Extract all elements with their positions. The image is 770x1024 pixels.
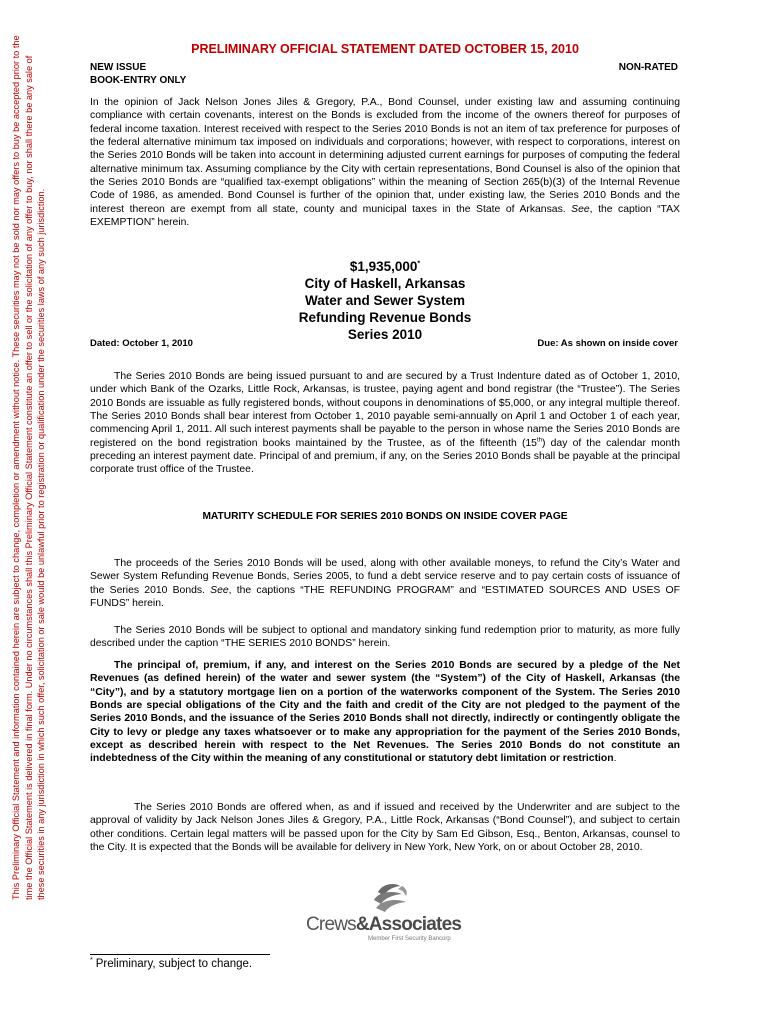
underwriter-tagline: Member First Security Bancorp (368, 936, 451, 942)
bond-series: Series 2010 (347, 327, 423, 342)
system-name: Water and Sewer System (304, 293, 466, 308)
dated-date: Dated: October 1, 2010 (90, 338, 193, 349)
tax-opinion-text: In the opinion of Jack Nelson Jones Jiles & Gregory, P.A., Bond Counsel, under existing law and assuming continuing compliance with certain covenants, interest on the Bonds is excluded from the income of the owners thereof for purposes of federal income taxation. Interest received with respect to the Series 2010 Bonds is not an item of tax preference for purposes of the federal alternative minimum tax imposed on individuals and corporations; however, with respect to corporations, interest on the Series 2010 Bonds will be taken into account in determining adjusted current earnings for purposes of computing the federal alternative minimum tax. Assuming compliance by the City with certain representations, Bond Counsel is also of the opinion that the Series 2010 Bonds are “qualified tax-exempt obligations” within the meaning of Section 265(b)(3) of the Internal Revenue Code of 1986, as amended. Bond Counsel is further of the opinion that, under existing law, the Series 2010 Bonds and the interest thereon are exempt from all state, county and municipal taxes in the State of Arkansas. (90, 97, 680, 215)
tax-opinion-paragraph (90, 96, 680, 229)
due-date: Due: As shown on inside cover (537, 338, 678, 349)
underwriter-logo-mark-icon (368, 882, 414, 916)
proceeds-text: The proceeds of the Series 2010 Bonds will be used, along with other available moneys, to refund the City’s Water and Sewer System Refunding Revenue Bonds, Series 2005, to fund a debt service reserve and to pay certain costs of issuance of the Series 2010 Bonds. (90, 558, 680, 596)
issuer-name: City of Haskell, Arkansas (304, 276, 466, 291)
footnote-divider (90, 954, 270, 955)
bond-amount: $1,935,000* (349, 259, 421, 274)
proceeds-paragraph (90, 557, 680, 610)
bond-type: Refunding Revenue Bonds (298, 310, 472, 325)
issue-type (90, 62, 186, 87)
security-period: . (613, 753, 617, 765)
side-legend-line-3: these securities in any jurisdiction in which such offer, solicitation or sale would be unlawful prior to registration or qualification under the securities laws of any such jurisdiction. (36, 188, 46, 900)
bond-title-block (90, 258, 680, 343)
side-legend-line-1: This Preliminary Official Statement and information contained herein are subject to change, completion or amendment without notice. These securities may not be sold nor may offers to buy be accepted prior to the (11, 35, 21, 900)
offering-paragraph: The Series 2010 Bonds are offered when, as and if issued and received by the Underwriter and are subject to the approval of validity by Jack Nelson Jones Jiles & Gregory, P.A., Little Rock, Arkansas (“Bond Counsel”), and subject to certain other conditions. Certain legal matters will be passed upon for the City by Sam Ed Gibson, Esq., Benton, Arkansas, counsel to the City. It is expected that the Bonds will be available for delivery in New York, New York, on or about October 28, 2010. (90, 802, 680, 854)
tax-opinion-see: See (571, 203, 590, 215)
book-entry-label: BOOK-ENTRY ONLY (90, 74, 187, 86)
rating-label: NON-RATED (618, 62, 678, 73)
side-legend-line-2: time the Official Statement is delivered in final form. Under no circumstances shall this Preliminary Official Statement constitute an offer to sell or the solicitation of any offer to buy, nor shall there be any sale of (23, 55, 34, 900)
issuance-text-a: The Series 2010 Bonds are being issued pursuant to and are secured by a Trust Indenture dated as of October 1, 2010, under which Bank of the Ozarks, Little Rock, Arkansas, is trustee, paying agent and bond registrar (the “Trustee”). The Series 2010 Bonds are issuable as fully registered bonds, without coupons in denominations of $5,000, or any integral multiple thereof. The Series 2010 Bonds shall bear interest from October 1, 2010 payable semi-annually on April 1 and October 1 of each year, commencing April 1, 2011. All such interest payments shall be payable to the person in whose name the Series 2010 Bonds are registered on the bond registration books maintained by the Trustee, as of the fifteenth (15 (90, 371, 680, 449)
underwriter-logo (306, 882, 476, 944)
tax-opinion-tail: , the caption “TAX EXEMPTION” herein. (90, 203, 680, 229)
proceeds-tail: , the captions “THE REFUNDING PROGRAM” and “ESTIMATED SOURCES AND USES OF FUNDS” herein. (90, 584, 680, 610)
underwriter-name (306, 914, 470, 936)
footnote-text: Preliminary, subject to change. (95, 958, 253, 970)
security-paragraph (90, 659, 680, 766)
footnote (90, 958, 252, 970)
security-text: The principal of, premium, if any, and interest on the Series 2010 Bonds are secured by a pledge of the Net Revenues (as defined herein) of the water and sewer system (the “System”) of the City of Haskell, Arkansas (the “City”), and by a statutory mortgage lien on a portion of the waterworks component of the System. The Series 2010 Bonds are special obligations of the City and the faith and credit of the City are not pledged to the payment of the Series 2010 Bonds, and the issuance of the Series 2010 Bonds shall not directly, indirectly or contingently obligate the City to levy or pledge any taxes whatsoever or to make any appropriation for the payment of the Series 2010 Bonds, except as described herein with respect to the Net Revenues. The Series 2010 Bonds do not constitute an indebtedness of the City within the meaning of any constitutional or statutory debt limitation or restriction (90, 660, 680, 765)
new-issue-label: NEW ISSUE (90, 62, 147, 73)
amount-footnote-mark: * (417, 260, 421, 268)
footnote-mark: * (90, 957, 93, 965)
proceeds-see: See (210, 584, 229, 596)
underwriter-name-part-1: Crews (306, 914, 356, 935)
issuance-text-b: ) day of the calendar month preceding an interest payment date. Principal of and premium, if any, on the Series 2010 Bonds shall be payable at the principal corporate trust office of the Trustee. (90, 437, 680, 476)
redemption-paragraph: The Series 2010 Bonds will be subject to optional and mandatory sinking fund redemption prior to maturity, as more fully described under the caption “THE SERIES 2010 BONDS” herein. (90, 625, 680, 650)
issuance-paragraph (90, 370, 680, 477)
ordinal-suffix: th (536, 437, 542, 444)
side-legend (10, 35, 48, 900)
maturity-schedule-heading: MATURITY SCHEDULE FOR SERIES 2010 BONDS ON INSIDE COVER PAGE (202, 511, 568, 522)
preliminary-title: PRELIMINARY OFFICIAL STATEMENT DATED OCTOBER 15, 2010 (191, 42, 579, 56)
underwriter-name-part-2: &Associates (355, 914, 462, 935)
